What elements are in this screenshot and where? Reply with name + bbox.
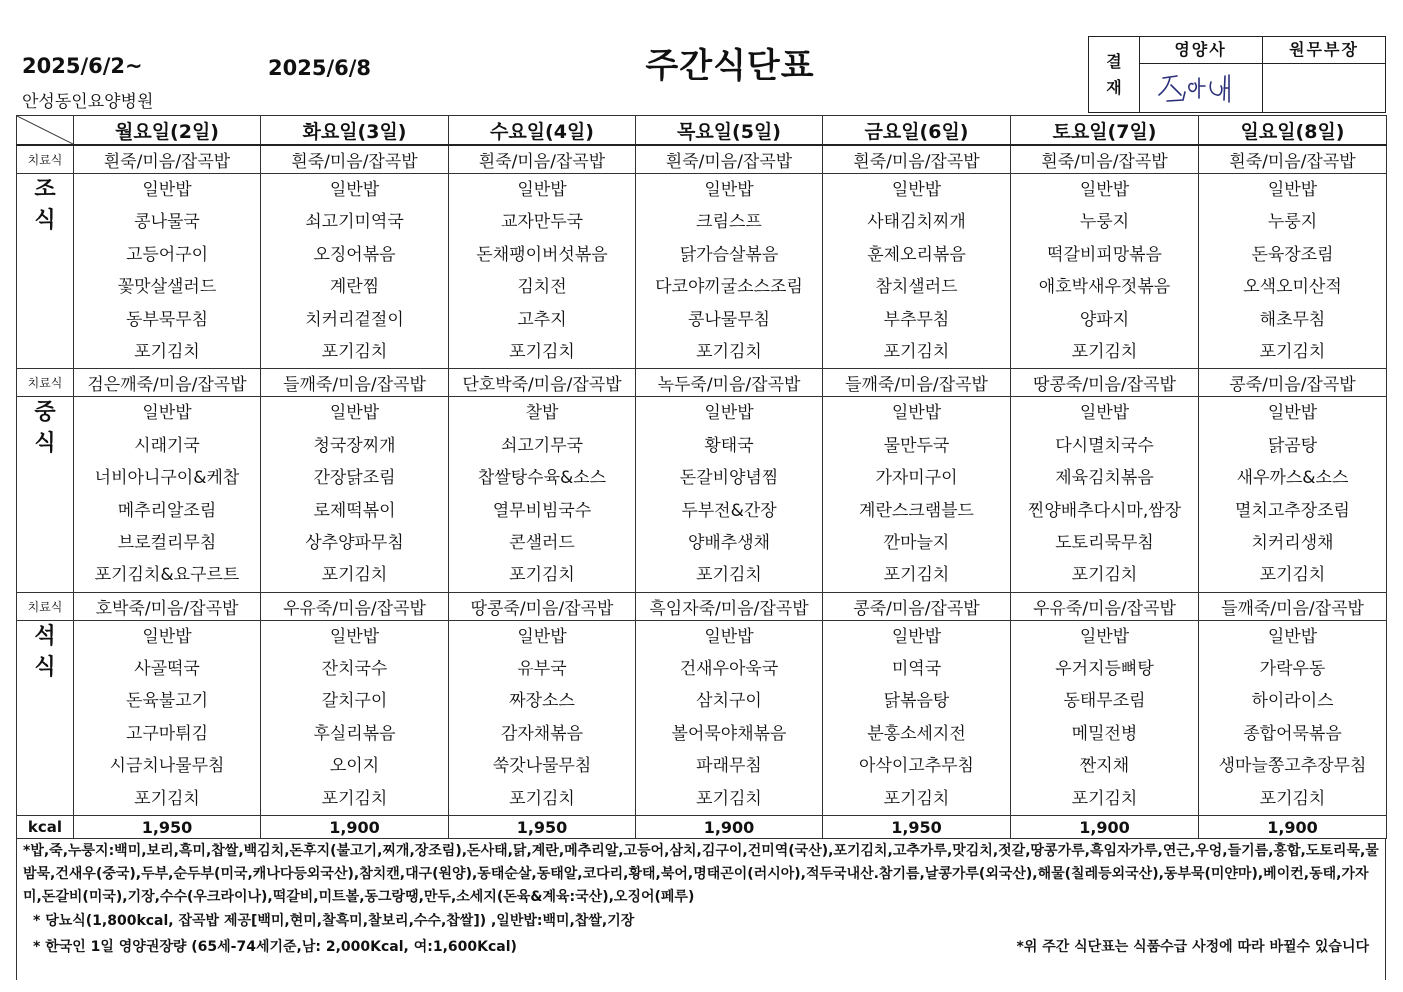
menu-item: 유부국	[517, 659, 567, 680]
kcal-label: kcal	[17, 816, 74, 839]
lunch-therapy-sun: 콩죽/미음/잡곡밥	[1199, 369, 1387, 397]
menu-item: 일반밥	[1079, 626, 1130, 647]
menu-item: 일반밥	[891, 403, 942, 424]
dietitian-signature	[1139, 64, 1262, 112]
dinner-label-bottom: 식	[34, 654, 56, 680]
menu-item: 물만두국	[883, 435, 950, 456]
admin-manager-signature	[1263, 64, 1385, 112]
menu-item: 오이지	[329, 756, 380, 777]
menu-item: 돈채팽이버섯볶음	[476, 244, 608, 265]
menu-item: 계란찜	[329, 277, 380, 298]
day-header-sun: 일요일(8일)	[1199, 116, 1387, 146]
menu-item: 쑥갓나물무침	[492, 756, 592, 777]
approval-admin-manager	[1263, 37, 1385, 112]
breakfast-menu-mon	[74, 174, 261, 369]
menu-item: 포기김치	[1071, 565, 1138, 586]
menu-item: 크림스프	[696, 212, 762, 233]
kcal-sat: 1,900	[1011, 816, 1199, 839]
week-end-date: 2025/6/8	[268, 56, 372, 80]
menu-item: 상추양파무침	[305, 532, 404, 553]
kcal-wed: 1,950	[449, 816, 636, 839]
menu-item: 청국장찌개	[313, 435, 396, 456]
menu-item: 애호박새우젓볶음	[1038, 277, 1171, 298]
menu-item: 돈육장조림	[1251, 244, 1334, 265]
menu-item: 오징어볶음	[313, 244, 396, 265]
menu-item: 일반밥	[517, 626, 567, 647]
lunch-menu-thu	[636, 397, 823, 592]
menu-item: 깐마늘지	[883, 532, 950, 553]
menu-item: 찐양배추다시마,쌈장	[1027, 500, 1182, 521]
menu-item: 일반밥	[142, 180, 192, 200]
menu-item: 파래무침	[696, 756, 762, 777]
menu-item: 훈제오리볶음	[867, 244, 966, 265]
menu-item: 짜장소스	[509, 691, 575, 712]
dinner-menu-mon	[74, 620, 261, 815]
menu-item: 생마늘쫑고추장무침	[1218, 756, 1367, 777]
breakfast-menu-row	[17, 174, 1387, 369]
origin-note: *밥,죽,누룽지:백미,보리,흑미,찹쌀,백김치,돈후지(불고기,찌개,장조림),돈사태,닭,계란,메추리알,고등어,삼치,김구이,건미역(국산),포기김치,고추가루,맛김치,젓갈,땅콩가루,흑임자가루,연근,우엉,들기름,홍합,도토리묵,물밤묵,건새우(중국),두부,순두부(미국,캐나다등외국산),참치캔,대구(원양),동태순살,동태알,코다리,황태,북어,명태곤이(러시아),적두국내산.참기름,날콩가루(외국산),해물(칠레등외국산),동부묵(미얀마),베이컨,동태,가자미,돈갈비(미국),기장,수수(우크라이나),떡갈비,미트볼,동그랑땡,만두,소세지(돈육&계육:국산),오징어(페루)	[23, 843, 1379, 905]
day-header-row	[17, 116, 1387, 146]
menu-item: 양파지	[1079, 309, 1130, 330]
dinner-label-top: 석	[34, 623, 56, 649]
weekly-menu-table	[16, 115, 1387, 839]
menu-item: 짠지채	[1079, 756, 1130, 777]
menu-item: 포기김치	[1259, 565, 1326, 586]
diagonal-line-icon	[17, 116, 73, 144]
dinner-therapy-fri: 콩죽/미음/잡곡밥	[823, 592, 1011, 620]
menu-item: 누룽지	[1267, 212, 1318, 233]
lunch-label-bottom: 식	[34, 431, 56, 457]
lunch-menu-wed	[449, 397, 636, 592]
dinner-menu-sat	[1011, 620, 1199, 815]
menu-item: 고등어구이	[125, 244, 209, 265]
menu-item: 오색오미산적	[1243, 277, 1342, 298]
lunch-menu-row	[17, 397, 1387, 592]
menu-item: 제육김치볶음	[1055, 468, 1154, 489]
menu-item: 하이라이스	[1251, 691, 1334, 712]
lunch-menu-mon	[74, 397, 261, 592]
breakfast-menu-sun	[1199, 174, 1387, 369]
day-header-thu: 목요일(5일)	[636, 116, 823, 146]
menu-item: 포기김치	[1071, 788, 1138, 809]
page-title: 주간식단표	[645, 46, 815, 86]
menu-item: 일반밥	[891, 626, 942, 647]
menu-item: 일반밥	[704, 403, 754, 424]
menu-item: 감자채볶음	[500, 723, 584, 744]
menu-item: 갈치구이	[321, 691, 388, 712]
dinner-menu-sun	[1199, 620, 1387, 815]
menu-item: 간장닭조림	[313, 468, 396, 489]
menu-item: 참치샐러드	[875, 277, 958, 298]
menu-item: 포기김치	[321, 788, 388, 809]
approval-box	[1088, 36, 1386, 113]
menu-item: 콩나물국	[134, 212, 200, 233]
dinner-therapy-mon: 호박죽/미음/잡곡밥	[74, 592, 261, 620]
day-header-mon: 월요일(2일)	[74, 116, 261, 146]
breakfast-label-bottom: 식	[34, 208, 56, 233]
menu-item: 도토리묵무침	[1055, 532, 1154, 553]
menu-item: 양배추생채	[687, 532, 771, 553]
menu-item: 멸치고추장조림	[1235, 500, 1350, 521]
kcal-tue: 1,900	[261, 816, 449, 839]
menu-item: 일반밥	[704, 626, 754, 647]
signature-icon	[1151, 68, 1251, 108]
approval-dietitian	[1139, 37, 1263, 112]
dinner-menu-thu	[636, 620, 823, 815]
lunch-therapy-thu: 녹두죽/미음/잡곡밥	[636, 369, 823, 397]
menu-item: 포기김치	[883, 788, 950, 809]
menu-item: 포기김치	[321, 565, 388, 586]
week-start-date: 2025/6/2~	[22, 54, 143, 78]
menu-item: 우거지등뼈탕	[1055, 659, 1154, 680]
therapy-label: 치료식	[17, 145, 74, 174]
menu-item: 포기김치	[134, 341, 200, 362]
corner-cell	[17, 116, 74, 146]
breakfast-therapy-sun: 흰죽/미음/잡곡밥	[1199, 145, 1387, 174]
menu-item: 일반밥	[1267, 180, 1318, 200]
menu-item: 아삭이고추무침	[859, 756, 974, 777]
menu-item: 포기김치	[696, 341, 762, 362]
menu-item: 닭볶음탕	[883, 691, 950, 712]
menu-item: 일반밥	[891, 180, 942, 200]
diabetes-note: * 당뇨식(1,800kcal, 잡곡밥 제공[백미,현미,찰흑미,찰보리,수수,찹쌀]) ,일반밥:백미,찹쌀,기장	[33, 913, 635, 929]
menu-item: 삼치구이	[696, 691, 762, 712]
menu-item: 누룽지	[1079, 212, 1130, 233]
approval-dietitian-title: 영양사	[1139, 37, 1262, 64]
approval-label-bottom: 재	[1106, 77, 1122, 97]
kcal-mon: 1,950	[74, 816, 261, 839]
lunch-therapy-row	[17, 369, 1387, 397]
dinner-therapy-thu: 흑임자죽/미음/잡곡밥	[636, 592, 823, 620]
menu-item: 포기김치	[509, 341, 575, 362]
dinner-menu-row	[17, 620, 1387, 815]
menu-item: 교자만두국	[500, 212, 584, 233]
breakfast-menu-sat	[1011, 174, 1199, 369]
menu-item: 일반밥	[1267, 626, 1318, 647]
menu-item: 분홍소세지전	[867, 723, 966, 744]
kcal-fri: 1,950	[823, 816, 1011, 839]
menu-item: 쇠고기미역국	[305, 212, 404, 233]
menu-item: 일반밥	[329, 180, 380, 200]
therapy-label: 치료식	[17, 369, 74, 397]
breakfast-therapy-fri: 흰죽/미음/잡곡밥	[823, 145, 1011, 174]
dinner-menu-tue	[261, 620, 449, 815]
menu-item: 일반밥	[1079, 403, 1130, 424]
breakfast-therapy-thu: 흰죽/미음/잡곡밥	[636, 145, 823, 174]
menu-item: 두부전&간장	[681, 500, 777, 521]
menu-item: 다코야끼굴소스조림	[655, 277, 803, 298]
menu-item: 가락우동	[1259, 659, 1326, 680]
breakfast-label	[17, 174, 74, 369]
lunch-menu-sun	[1199, 397, 1387, 592]
lunch-menu-fri	[823, 397, 1011, 592]
approval-label	[1089, 37, 1140, 112]
dinner-therapy-sun: 들깨죽/미음/잡곡밥	[1199, 592, 1387, 620]
dinner-therapy-sat: 우유죽/미음/잡곡밥	[1011, 592, 1199, 620]
menu-item: 동태무조림	[1063, 691, 1146, 712]
dinner-menu-fri	[823, 620, 1011, 815]
menu-item: 사골떡국	[134, 659, 200, 680]
menu-item: 고구마튀김	[125, 723, 209, 744]
menu-item: 포기김치	[1259, 341, 1326, 362]
menu-item: 시금치나물무침	[109, 756, 225, 777]
menu-item: 떡갈비피망볶음	[1047, 244, 1162, 265]
menu-item: 동부묵무침	[125, 309, 209, 330]
menu-item: 닭곰탕	[1267, 435, 1318, 456]
menu-item: 일반밥	[1267, 403, 1318, 424]
breakfast-menu-wed	[449, 174, 636, 369]
menu-item: 잔치국수	[321, 659, 388, 680]
lunch-therapy-mon: 검은깨죽/미음/잡곡밥	[74, 369, 261, 397]
approval-label-top: 결	[1106, 51, 1122, 71]
lunch-therapy-fri: 들깨죽/미음/잡곡밥	[823, 369, 1011, 397]
menu-item: 일반밥	[329, 626, 380, 647]
menu-item: 메밀전병	[1071, 723, 1138, 744]
menu-item: 일반밥	[142, 626, 192, 647]
dinner-therapy-wed: 땅콩죽/미음/잡곡밥	[449, 592, 636, 620]
menu-item: 치커리겉절이	[305, 309, 404, 330]
menu-item: 새우까스&소스	[1236, 468, 1349, 489]
menu-item: 포기김치	[883, 565, 950, 586]
breakfast-therapy-tue: 흰죽/미음/잡곡밥	[261, 145, 449, 174]
menu-item: 부추무침	[883, 309, 950, 330]
breakfast-label-top: 조	[34, 177, 56, 202]
menu-item: 일반밥	[329, 403, 380, 424]
menu-item: 일반밥	[517, 180, 567, 200]
menu-item: 해초무침	[1259, 309, 1326, 330]
lunch-label-top: 중	[34, 400, 56, 426]
menu-item: 시래기국	[134, 435, 200, 456]
dinner-menu-wed	[449, 620, 636, 815]
menu-item: 종합어묵볶음	[1243, 723, 1342, 744]
menu-item: 포기김치	[509, 565, 575, 586]
breakfast-therapy-row	[17, 145, 1387, 174]
menu-item: 가자미구이	[875, 468, 958, 489]
menu-item: 열무비빔국수	[492, 500, 592, 521]
menu-item: 너비아니구이&케찹	[94, 468, 240, 489]
day-header-tue: 화요일(3일)	[261, 116, 449, 146]
menu-item: 로제떡볶이	[313, 500, 396, 521]
nutrition-recommendation-note: * 한국인 1일 영양권장량 (65세-74세기준,남: 2,000Kcal, 여:1,600Kcal)	[33, 939, 517, 955]
menu-item: 후실리볶음	[313, 723, 396, 744]
menu-item: 황태국	[704, 435, 754, 456]
menu-item: 치커리생채	[1251, 532, 1334, 553]
therapy-label: 치료식	[17, 592, 74, 620]
menu-item: 브로컬리무침	[117, 532, 217, 553]
menu-item: 포기김치	[696, 565, 762, 586]
kcal-sun: 1,900	[1199, 816, 1387, 839]
menu-item: 돈갈비양념찜	[679, 468, 779, 489]
menu-change-note: *위 주간 식단표는 식품수급 사정에 따라 바뀔수 있습니다	[1016, 939, 1369, 955]
menu-item: 메추리알조림	[117, 500, 217, 521]
menu-item: 포기김치	[883, 341, 950, 362]
menu-item: 포기김치	[321, 341, 388, 362]
menu-item: 포기김치&요구르트	[94, 565, 240, 586]
menu-item: 건새우아욱국	[679, 659, 779, 680]
menu-item: 볼어묵야채볶음	[671, 723, 787, 744]
dinner-therapy-row	[17, 592, 1387, 620]
menu-item: 고추지	[517, 309, 567, 330]
menu-item: 콩나물무침	[687, 309, 771, 330]
day-header-fri: 금요일(6일)	[823, 116, 1011, 146]
menu-item: 사태김치찌개	[867, 212, 966, 233]
menu-item: 찹쌀탕수육&소스	[477, 468, 607, 489]
lunch-label	[17, 397, 74, 592]
breakfast-therapy-wed: 흰죽/미음/잡곡밥	[449, 145, 636, 174]
breakfast-menu-thu	[636, 174, 823, 369]
day-header-sat: 토요일(7일)	[1011, 116, 1199, 146]
menu-item: 포기김치	[134, 788, 200, 809]
kcal-thu: 1,900	[636, 816, 823, 839]
menu-item: 다시멸치국수	[1055, 435, 1154, 456]
menu-item: 포기김치	[1071, 341, 1138, 362]
menu-item: 일반밥	[1079, 180, 1130, 200]
kcal-row	[17, 816, 1387, 839]
menu-item: 닭가슴살볶음	[679, 244, 779, 265]
breakfast-menu-fri	[823, 174, 1011, 369]
menu-item: 일반밥	[142, 403, 192, 424]
menu-item: 계란스크램블드	[859, 500, 974, 521]
menu-item: 돈육불고기	[125, 691, 209, 712]
menu-item: 포기김치	[1259, 788, 1326, 809]
lunch-menu-tue	[261, 397, 449, 592]
lunch-therapy-tue: 들깨죽/미음/잡곡밥	[261, 369, 449, 397]
notes-section	[16, 838, 1386, 980]
lunch-therapy-sat: 땅콩죽/미음/잡곡밥	[1011, 369, 1199, 397]
menu-item: 꽃맛살샐러드	[117, 277, 217, 298]
day-header-wed: 수요일(4일)	[449, 116, 636, 146]
hospital-name: 안성동인요양병원	[22, 92, 154, 112]
lunch-menu-sat	[1011, 397, 1199, 592]
menu-item: 콘샐러드	[509, 532, 575, 553]
menu-item: 일반밥	[704, 180, 754, 200]
menu-item: 김치전	[517, 277, 567, 298]
menu-item: 찰밥	[525, 403, 559, 424]
menu-item: 포기김치	[696, 788, 762, 809]
menu-item: 미역국	[891, 659, 942, 680]
dinner-therapy-tue: 우유죽/미음/잡곡밥	[261, 592, 449, 620]
dinner-label	[17, 620, 74, 815]
menu-item: 쇠고기무국	[500, 435, 584, 456]
breakfast-therapy-mon: 흰죽/미음/잡곡밥	[74, 145, 261, 174]
breakfast-therapy-sat: 흰죽/미음/잡곡밥	[1011, 145, 1199, 174]
menu-item: 포기김치	[509, 788, 575, 809]
breakfast-menu-tue	[261, 174, 449, 369]
approval-admin-manager-title: 원무부장	[1263, 37, 1385, 64]
lunch-therapy-wed: 단호박죽/미음/잡곡밥	[449, 369, 636, 397]
